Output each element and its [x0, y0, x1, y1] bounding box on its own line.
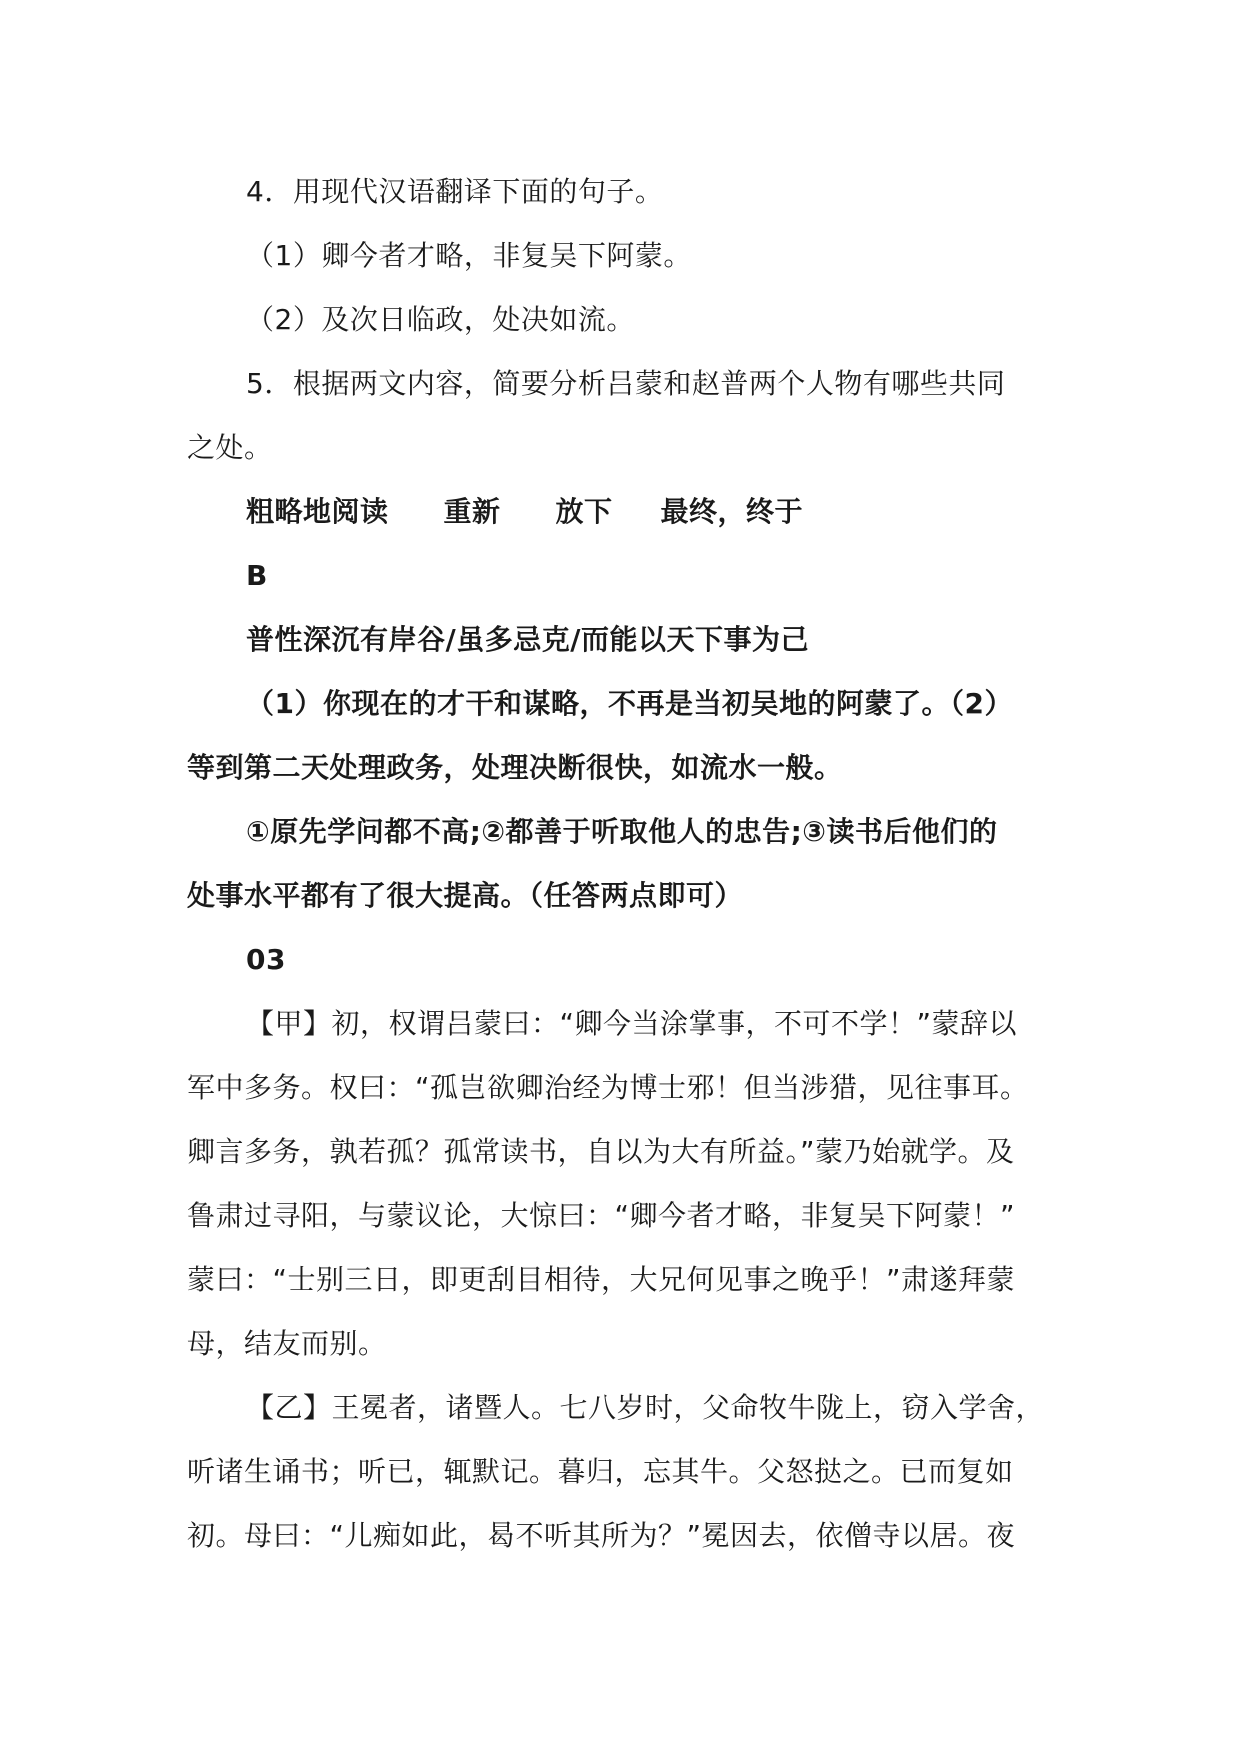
answer-4-line-1: （1）你现在的才干和谋略，不再是当初吴地的阿蒙了。（2） — [246, 687, 1013, 720]
question-4-item-1: （1）卿今者才略，非复吴下阿蒙。 — [246, 239, 692, 272]
passage-jia-line: 蒙曰：“士别三日，即更刮目相待，大兄何见事之晚乎！”肃遂拜蒙 — [187, 1263, 1016, 1296]
answer-5-line-1: ①原先学问都不高;②都善于听取他人的忠告;③读书后他们的 — [246, 815, 998, 848]
answer-2: B — [246, 559, 268, 592]
answer-1-part-3: 放下 — [555, 495, 613, 528]
passage-jia-line: 【甲】初，权谓吕蒙曰：“卿今当涂掌事，不可不学！”蒙辞以 — [246, 1007, 1018, 1040]
answer-4-line-2: 等到第二天处理政务，处理决断很快，如流水一般。 — [187, 751, 843, 784]
passage-yi-line: 【乙】王冕者，诸暨人。七八岁时，父命牧牛陇上，窃入学舍， — [246, 1391, 1045, 1424]
passage-yi-line: 听诸生诵书；听已，辄默记。暮归，忘其牛。父怒挞之。已而复如 — [187, 1455, 1014, 1488]
section-number: 03 — [246, 943, 286, 976]
passage-jia-line: 军中多务。权曰：“孤岂欲卿治经为博士邪！但当涉猎，见往事耳。 — [187, 1071, 1029, 1104]
document-body — [187, 160, 1082, 1568]
answer-5-line-2: 处事水平都有了很大提高。（任答两点即可） — [187, 879, 744, 912]
answer-1 — [187, 480, 1082, 544]
answer-3: 普性深沉有岸谷/虽多忌克/而能以天下事为己 — [246, 623, 809, 656]
question-5-line-1: 5．根据两文内容，简要分析吕蒙和赵普两个人物有哪些共同 — [246, 367, 1006, 400]
passage-jia-line: 鲁肃过寻阳，与蒙议论，大惊曰：“卿今者才略，非复吴下阿蒙！” — [187, 1199, 1016, 1232]
passage-jia-line: 母，结友而别。 — [187, 1327, 387, 1360]
question-4-item-2: （2）及次日临政，处决如流。 — [246, 303, 635, 336]
answer-1-part-2: 重新 — [443, 495, 501, 528]
answer-1-part-1: 粗略地阅读 — [246, 495, 389, 528]
answer-1-part-4: 最终，终于 — [660, 495, 804, 528]
passage-yi-line: 初。母曰：“儿痴如此，曷不听其所为？”冕因去，依僧寺以居。夜 — [187, 1519, 1016, 1552]
question-5-line-2: 之处。 — [187, 431, 273, 464]
passage-jia-line: 卿言多务，孰若孤？孤常读书，自以为大有所益。”蒙乃始就学。及 — [187, 1135, 1015, 1168]
question-4-title: 4．用现代汉语翻译下面的句子。 — [246, 175, 664, 208]
